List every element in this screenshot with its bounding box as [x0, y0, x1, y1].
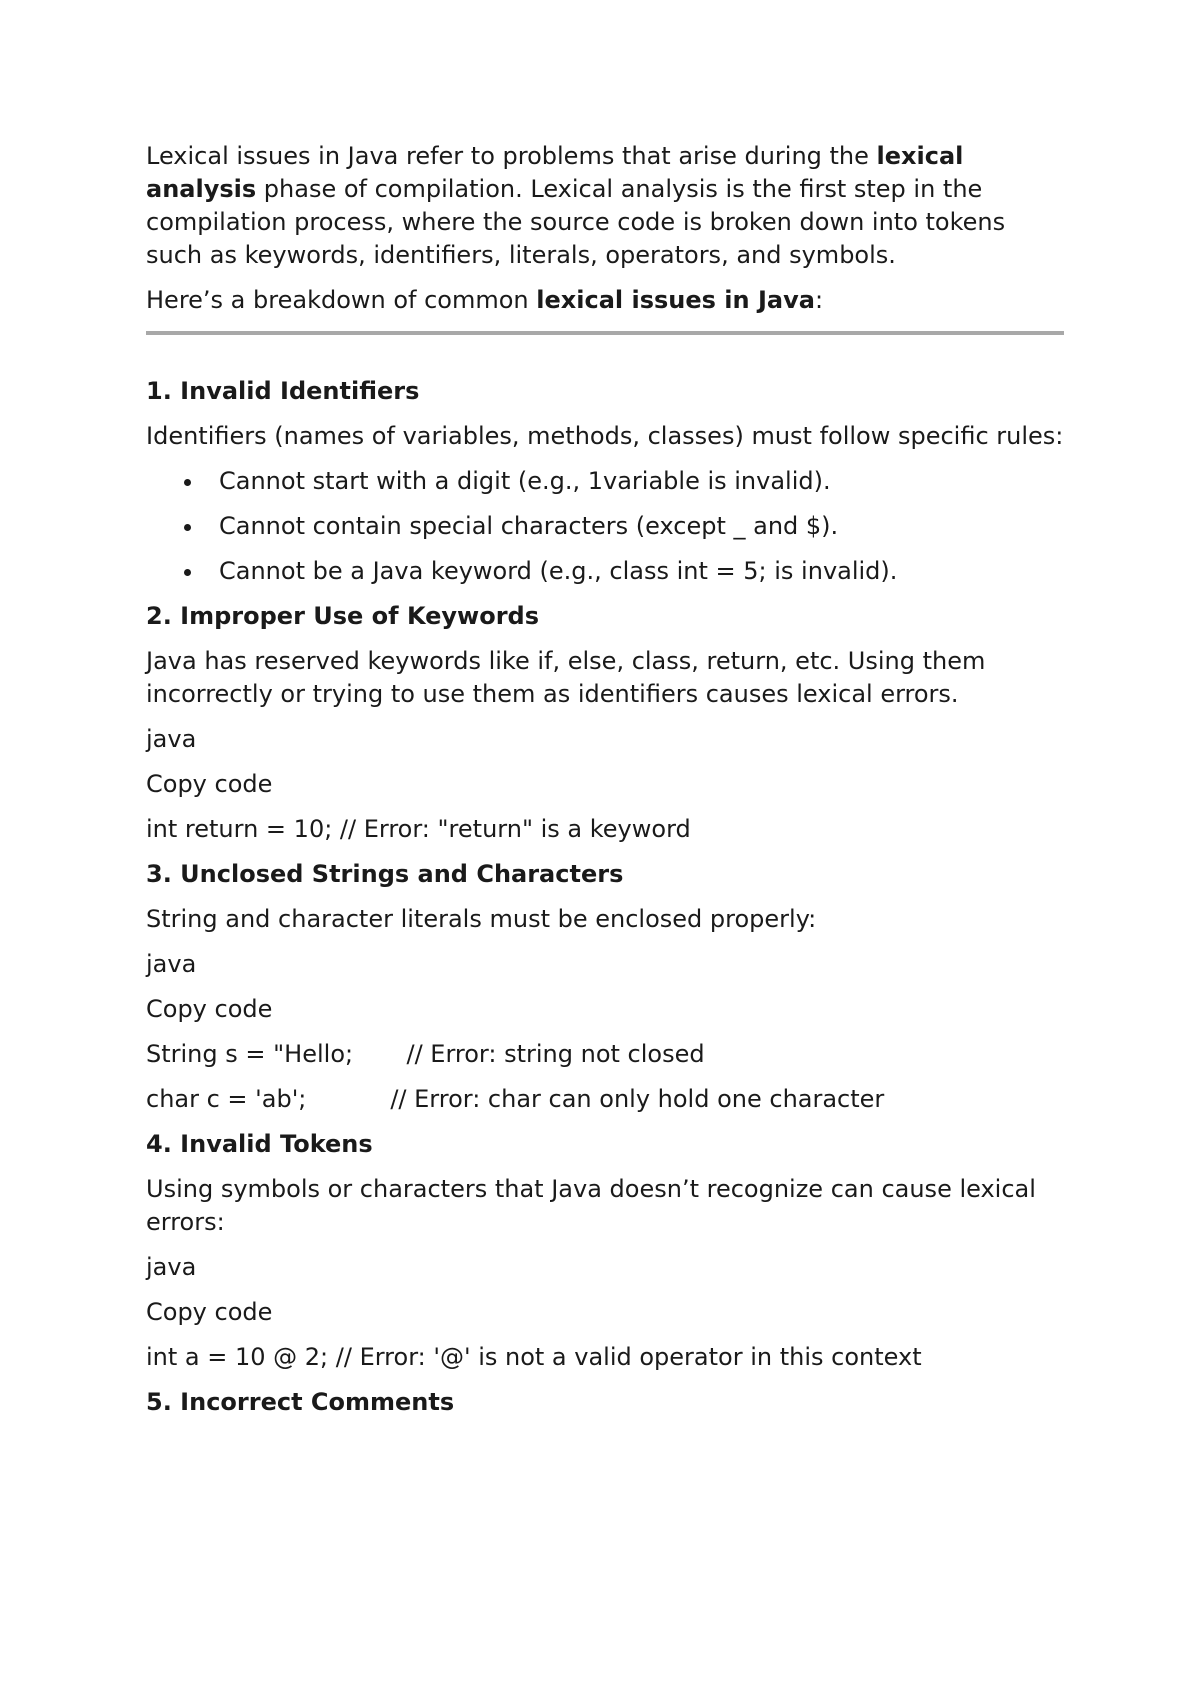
code-line: String s = "Hello; // Error: string not closed [146, 1040, 705, 1068]
copy-code-button[interactable]: Copy code [146, 1298, 273, 1326]
copy-code-button[interactable]: Copy code [146, 770, 273, 798]
section-heading: 1. Invalid Identifiers [146, 377, 420, 405]
list-item: Cannot start with a digit (e.g., 1variable is invalid). [146, 465, 1064, 498]
bullet-icon [184, 479, 191, 486]
horizontal-divider [146, 331, 1064, 335]
document-body [146, 140, 1064, 1419]
section-text: String and character literals must be enclosed properly: [146, 905, 817, 933]
breakdown-prefix: Here’s a breakdown of common [146, 286, 537, 314]
code-line: int a = 10 @ 2; // Error: '@' is not a valid operator in this context [146, 1343, 922, 1371]
bullet-icon [184, 524, 191, 531]
section-heading: 5. Incorrect Comments [146, 1388, 455, 1416]
section-text: Java has reserved keywords like if, else, class, return, etc. Using them incorrectly or trying to use them as identifiers causes lexical errors. [146, 647, 986, 708]
code-line: int return = 10; // Error: "return" is a keyword [146, 815, 691, 843]
breakdown-bold: lexical issues in Java [536, 286, 815, 314]
section-heading: 4. Invalid Tokens [146, 1130, 373, 1158]
code-line: char c = 'ab'; // Error: char can only hold one character [146, 1085, 885, 1113]
intro-text: Lexical issues in Java refer to problems that arise during the [146, 142, 877, 170]
section-heading: 2. Improper Use of Keywords [146, 602, 540, 630]
section-text: Using symbols or characters that Java doesn’t recognize can cause lexical errors: [146, 1175, 1036, 1236]
list-item: Cannot be a Java keyword (e.g., class int = 5; is invalid). [146, 555, 1064, 588]
bullet-list [146, 465, 1064, 588]
breakdown-suffix: : [814, 286, 824, 314]
intro-text-rest: phase of compilation. Lexical analysis is the first step in the compilation process, where the source code is broken down into tokens such as keywords, identifiers, literals, operators, and symbols. [146, 175, 1006, 269]
breakdown-paragraph [146, 284, 1064, 317]
code-language-label: java [146, 1253, 197, 1281]
section-heading: 3. Unclosed Strings and Characters [146, 860, 624, 888]
code-language-label: java [146, 725, 197, 753]
section-text: Identifiers (names of variables, methods, classes) must follow specific rules: [146, 422, 1064, 450]
bullet-icon [184, 569, 191, 576]
list-item: Cannot contain special characters (except _ and $). [146, 510, 1064, 543]
code-language-label: java [146, 950, 197, 978]
intro-bold: lexical analysis [146, 142, 964, 203]
intro-paragraph [146, 140, 1064, 272]
copy-code-button[interactable]: Copy code [146, 995, 273, 1023]
